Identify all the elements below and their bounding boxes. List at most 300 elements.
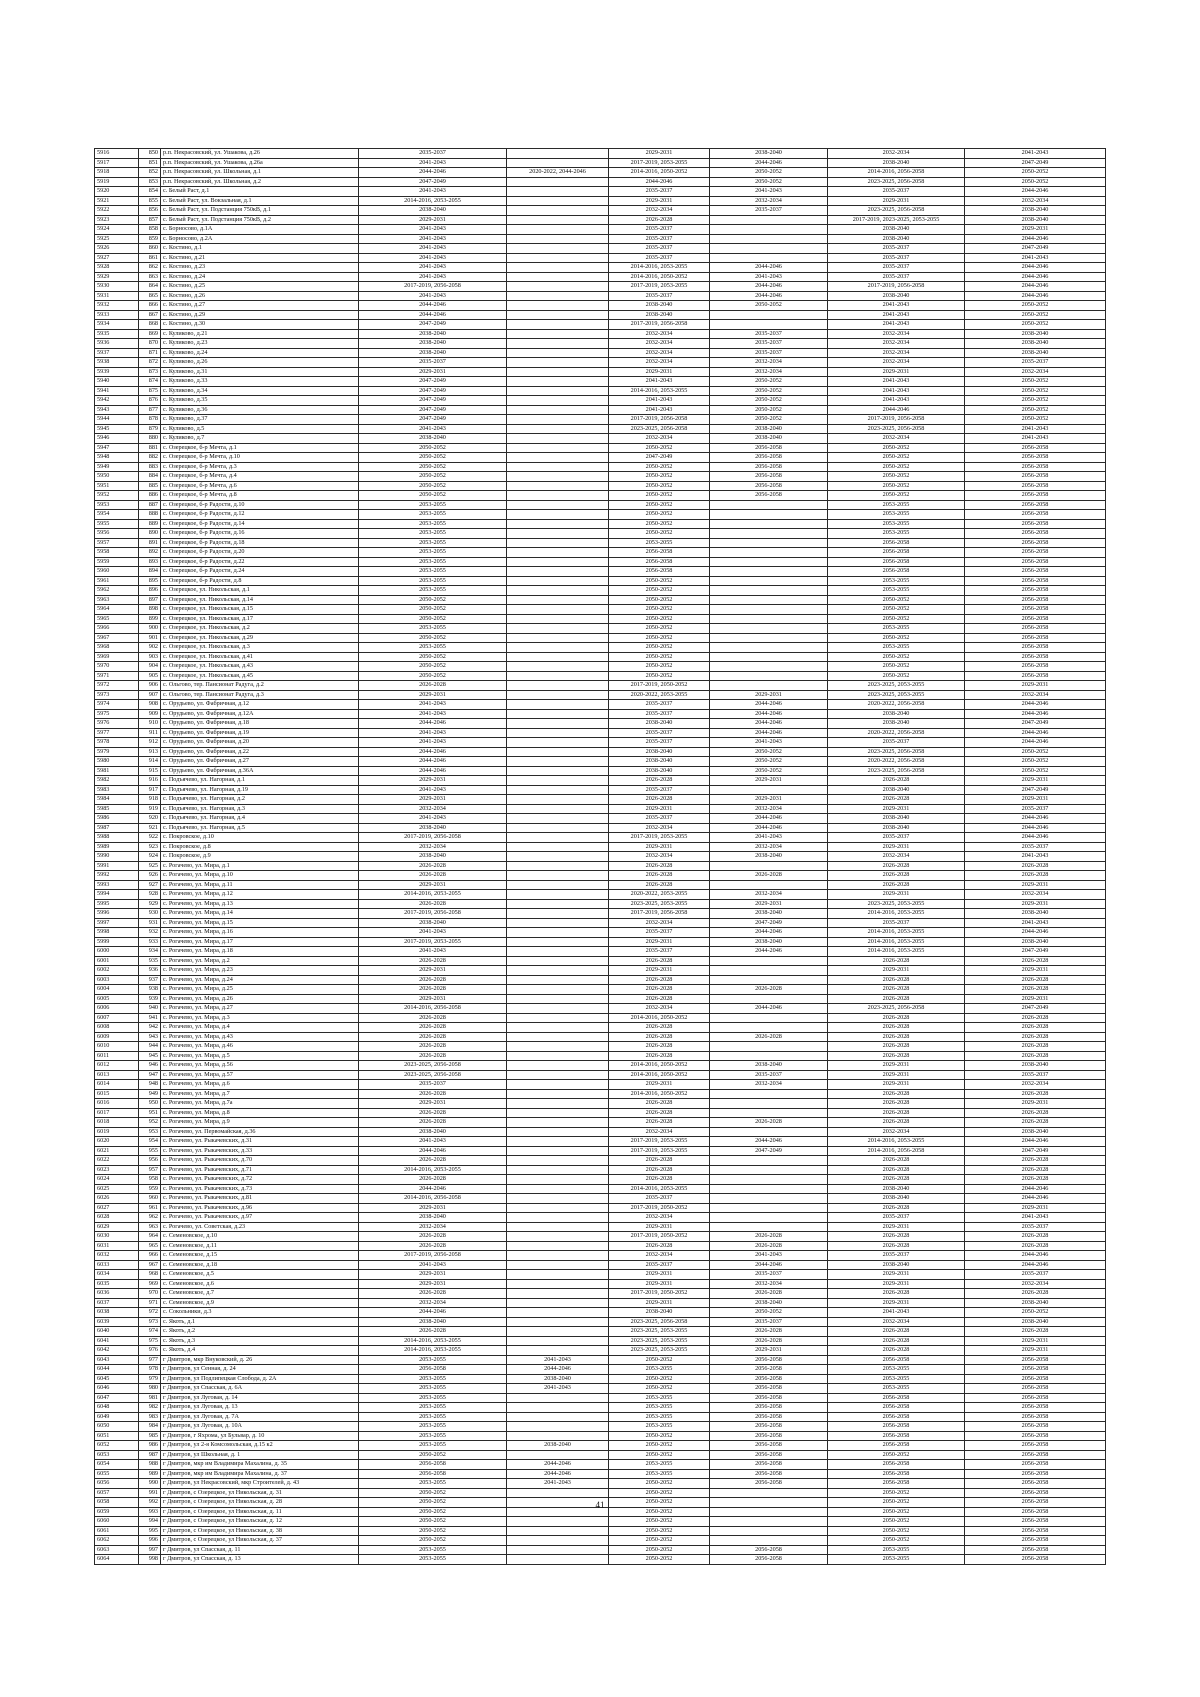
period-cell: 2029-2031 xyxy=(609,1298,710,1308)
period-cell: 2029-2031 xyxy=(965,776,1106,786)
address-cell: с. Озерецкое, б-р Радости, д.22 xyxy=(161,557,359,567)
item-index: 858 xyxy=(139,225,161,235)
row-number: 5984 xyxy=(95,795,139,805)
period-cell: 2047-2049 xyxy=(359,320,507,330)
address-cell: с. Рогачево, ул. Мира, д.46 xyxy=(161,1042,359,1052)
period-cell: 2017-2019, 2056-2058 xyxy=(359,1251,507,1261)
row-number: 5916 xyxy=(95,149,139,159)
period-cell: 2026-2028 xyxy=(359,1232,507,1242)
table-row xyxy=(95,833,1106,843)
period-cell: 2041-2043 xyxy=(710,187,828,197)
table-row xyxy=(95,358,1106,368)
period-cell: 2044-2046 xyxy=(965,833,1106,843)
period-cell xyxy=(507,576,609,586)
period-cell: 2026-2028 xyxy=(359,985,507,995)
item-index: 983 xyxy=(139,1412,161,1422)
address-cell: с. Озерецкое, б-р Мечта, д.3 xyxy=(161,462,359,472)
table-row xyxy=(95,291,1106,301)
period-cell: 2026-2028 xyxy=(710,1232,828,1242)
period-cell: 2044-2046 xyxy=(965,1251,1106,1261)
period-cell: 2056-2058 xyxy=(359,1365,507,1375)
address-cell: с. Озерецкое, ул. Никольская, д.41 xyxy=(161,652,359,662)
period-cell: 2023-2025, 2056-2058 xyxy=(828,766,965,776)
period-cell: 2032-2034 xyxy=(710,842,828,852)
period-cell: 2023-2025, 2056-2058 xyxy=(609,1317,710,1327)
period-cell: 2047-2049 xyxy=(710,918,828,928)
period-cell: 2041-2043 xyxy=(965,918,1106,928)
row-number: 6063 xyxy=(95,1545,139,1555)
period-cell: 2014-2016, 2050-2052 xyxy=(609,168,710,178)
period-cell: 2056-2058 xyxy=(965,1555,1106,1565)
period-cell: 2026-2028 xyxy=(828,1051,965,1061)
period-cell: 2044-2046 xyxy=(965,234,1106,244)
period-cell: 2032-2034 xyxy=(609,329,710,339)
period-cell: 2056-2058 xyxy=(965,1422,1106,1432)
period-cell: 2044-2046 xyxy=(507,1460,609,1470)
period-cell: 2056-2058 xyxy=(710,1545,828,1555)
period-cell: 2041-2043 xyxy=(359,244,507,254)
period-cell: 2035-2037 xyxy=(609,187,710,197)
row-number: 6046 xyxy=(95,1384,139,1394)
period-cell: 2050-2052 xyxy=(609,443,710,453)
item-index: 899 xyxy=(139,614,161,624)
period-cell: 2056-2058 xyxy=(710,1469,828,1479)
item-index: 850 xyxy=(139,149,161,159)
period-cell: 2026-2028 xyxy=(828,1032,965,1042)
period-cell: 2023-2025, 2053-2055 xyxy=(609,1346,710,1356)
period-cell: 2038-2040 xyxy=(965,909,1106,919)
item-index: 893 xyxy=(139,557,161,567)
period-cell: 2014-2016, 2053-2055 xyxy=(359,1336,507,1346)
period-cell: 2038-2040 xyxy=(609,747,710,757)
address-cell: г Дмитров, с Озерецкое, ул Никольская, д. 38 xyxy=(161,1526,359,1536)
item-index: 929 xyxy=(139,899,161,909)
period-cell xyxy=(710,567,828,577)
table-row xyxy=(95,462,1106,472)
row-number: 5963 xyxy=(95,595,139,605)
address-cell: с. Костино, д.1 xyxy=(161,244,359,254)
period-cell xyxy=(710,652,828,662)
period-cell: 2056-2058 xyxy=(828,557,965,567)
period-cell: 2050-2052 xyxy=(359,652,507,662)
period-cell: 2053-2055 xyxy=(359,1545,507,1555)
row-number: 5988 xyxy=(95,833,139,843)
table-row xyxy=(95,1080,1106,1090)
period-cell: 2032-2034 xyxy=(609,206,710,216)
period-cell xyxy=(710,1108,828,1118)
period-cell xyxy=(507,291,609,301)
period-cell: 2029-2031 xyxy=(359,690,507,700)
item-index: 864 xyxy=(139,282,161,292)
period-cell xyxy=(507,1317,609,1327)
table-row xyxy=(95,1032,1106,1042)
address-cell: с. Озерецкое, б-р Радости, д.10 xyxy=(161,500,359,510)
row-number: 6042 xyxy=(95,1346,139,1356)
period-cell: 2026-2028 xyxy=(609,956,710,966)
period-cell: 2056-2058 xyxy=(965,595,1106,605)
address-cell: с. Озерецкое, ул. Никольская, д.2 xyxy=(161,624,359,634)
address-cell: с. Рогачево, ул. Советская, д.23 xyxy=(161,1222,359,1232)
period-cell: 2047-2049 xyxy=(359,377,507,387)
period-cell: 2023-2025, 2053-2055 xyxy=(828,681,965,691)
address-cell: с. Борносово, д.2А xyxy=(161,234,359,244)
row-number: 5977 xyxy=(95,728,139,738)
period-cell: 2032-2034 xyxy=(359,804,507,814)
period-cell: 2029-2031 xyxy=(710,795,828,805)
period-cell: 2044-2046 xyxy=(710,282,828,292)
period-cell: 2035-2037 xyxy=(609,234,710,244)
period-cell: 2053-2055 xyxy=(359,624,507,634)
period-cell: 2017-2019, 2053-2055 xyxy=(609,158,710,168)
period-cell xyxy=(710,1488,828,1498)
address-cell: с. Орудьево, ул. Фабричная, д.19 xyxy=(161,728,359,738)
row-number: 6005 xyxy=(95,994,139,1004)
period-cell: 2050-2052 xyxy=(828,605,965,615)
table-row xyxy=(95,747,1106,757)
period-cell: 2026-2028 xyxy=(710,1241,828,1251)
row-number: 6032 xyxy=(95,1251,139,1261)
table-row xyxy=(95,671,1106,681)
period-cell: 2026-2028 xyxy=(609,1165,710,1175)
period-cell: 2026-2028 xyxy=(710,1327,828,1337)
period-cell: 2050-2052 xyxy=(828,1507,965,1517)
period-cell: 2035-2037 xyxy=(359,149,507,159)
period-cell xyxy=(710,1536,828,1546)
period-cell: 2050-2052 xyxy=(710,386,828,396)
table-row xyxy=(95,272,1106,282)
period-cell xyxy=(507,510,609,520)
table-row xyxy=(95,700,1106,710)
period-cell: 2044-2046 xyxy=(710,928,828,938)
period-cell xyxy=(710,681,828,691)
period-cell xyxy=(507,624,609,634)
period-cell: 2056-2058 xyxy=(965,1507,1106,1517)
row-number: 6029 xyxy=(95,1222,139,1232)
table-row xyxy=(95,158,1106,168)
table-row xyxy=(95,1061,1106,1071)
table-row xyxy=(95,1213,1106,1223)
item-index: 930 xyxy=(139,909,161,919)
address-cell: с. Рогачево, ул. Рыкачевских, д.81 xyxy=(161,1194,359,1204)
period-cell xyxy=(710,1517,828,1527)
period-cell: 2056-2058 xyxy=(965,1374,1106,1384)
period-cell: 2029-2031 xyxy=(828,1061,965,1071)
period-cell xyxy=(507,538,609,548)
address-cell: г Дмитров, ул Луговая, д. 7А xyxy=(161,1412,359,1422)
period-cell: 2023-2025, 2056-2058 xyxy=(828,747,965,757)
period-cell: 2044-2046 xyxy=(507,1365,609,1375)
period-cell xyxy=(507,548,609,558)
period-cell xyxy=(507,320,609,330)
address-cell: с. Костино, д.29 xyxy=(161,310,359,320)
address-cell: г Дмитров, ул Спасская, д. 6А xyxy=(161,1384,359,1394)
period-cell xyxy=(507,158,609,168)
period-cell: 2050-2052 xyxy=(828,1450,965,1460)
table-row xyxy=(95,994,1106,1004)
period-cell: 2050-2052 xyxy=(609,605,710,615)
period-cell: 2017-2019, 2056-2058 xyxy=(828,415,965,425)
period-cell: 2026-2028 xyxy=(359,1327,507,1337)
table-row xyxy=(95,1051,1106,1061)
table-row xyxy=(95,662,1106,672)
period-cell: 2056-2058 xyxy=(965,519,1106,529)
period-cell xyxy=(507,472,609,482)
item-index: 854 xyxy=(139,187,161,197)
address-cell: с. Подъячево, ул. Нагорная, д.4 xyxy=(161,814,359,824)
period-cell: 2056-2058 xyxy=(965,1450,1106,1460)
period-cell: 2044-2046 xyxy=(609,177,710,187)
period-cell: 2014-2016, 2050-2052 xyxy=(609,1013,710,1023)
period-cell: 2023-2025, 2053-2055 xyxy=(828,899,965,909)
period-cell: 2050-2052 xyxy=(965,747,1106,757)
item-index: 978 xyxy=(139,1365,161,1375)
period-cell: 2029-2031 xyxy=(965,795,1106,805)
row-number: 5961 xyxy=(95,576,139,586)
period-cell: 2050-2052 xyxy=(965,1308,1106,1318)
address-cell: с. Рогачево, ул. Мира, д.24 xyxy=(161,975,359,985)
table-row xyxy=(95,1108,1106,1118)
table-row xyxy=(95,1469,1106,1479)
period-cell xyxy=(507,187,609,197)
period-cell: 2014-2016, 2056-2058 xyxy=(828,1146,965,1156)
row-number: 5968 xyxy=(95,643,139,653)
period-cell: 2026-2028 xyxy=(609,795,710,805)
table-row xyxy=(95,557,1106,567)
period-cell xyxy=(507,225,609,235)
period-cell xyxy=(710,1194,828,1204)
table-row xyxy=(95,253,1106,263)
address-cell: с. Рогачево, ул. Мира, д.8 xyxy=(161,1108,359,1118)
period-cell: 2035-2037 xyxy=(710,206,828,216)
table-row xyxy=(95,586,1106,596)
item-index: 903 xyxy=(139,652,161,662)
period-cell: 2044-2046 xyxy=(965,1184,1106,1194)
period-cell: 2050-2052 xyxy=(359,614,507,624)
period-cell: 2035-2037 xyxy=(609,814,710,824)
table-row xyxy=(95,1545,1106,1555)
address-cell: с. Куликово, д.5 xyxy=(161,424,359,434)
item-index: 984 xyxy=(139,1422,161,1432)
period-cell: 2050-2052 xyxy=(609,1507,710,1517)
period-cell: 2053-2055 xyxy=(609,1460,710,1470)
period-cell: 2029-2031 xyxy=(710,776,828,786)
period-cell xyxy=(507,1403,609,1413)
table-row xyxy=(95,861,1106,871)
table-row xyxy=(95,377,1106,387)
period-cell: 2050-2052 xyxy=(609,576,710,586)
row-number: 5985 xyxy=(95,804,139,814)
period-cell: 2035-2037 xyxy=(359,1080,507,1090)
table-row xyxy=(95,766,1106,776)
period-cell: 2035-2037 xyxy=(609,738,710,748)
period-cell: 2029-2031 xyxy=(965,899,1106,909)
period-cell: 2056-2058 xyxy=(828,548,965,558)
period-cell: 2053-2055 xyxy=(609,1365,710,1375)
period-cell: 2056-2058 xyxy=(828,1403,965,1413)
row-number: 6017 xyxy=(95,1108,139,1118)
table-row xyxy=(95,947,1106,957)
table-row xyxy=(95,1308,1106,1318)
period-cell xyxy=(507,1146,609,1156)
row-number: 6006 xyxy=(95,1004,139,1014)
period-cell: 2056-2058 xyxy=(965,605,1106,615)
period-cell: 2050-2052 xyxy=(359,481,507,491)
address-cell: с. Рогачево, ул. Рыкачевских, д.71 xyxy=(161,1165,359,1175)
period-cell: 2041-2043 xyxy=(710,738,828,748)
period-cell: 2032-2034 xyxy=(359,1222,507,1232)
period-cell xyxy=(507,377,609,387)
period-cell: 2056-2058 xyxy=(965,491,1106,501)
period-cell: 2038-2040 xyxy=(507,1374,609,1384)
period-cell: 2014-2016, 2053-2055 xyxy=(828,947,965,957)
address-cell: с. Куликово, д.21 xyxy=(161,329,359,339)
period-cell xyxy=(710,510,828,520)
period-cell: 2041-2043 xyxy=(828,396,965,406)
address-cell: с. Подъячево, ул. Нагорная, д.1 xyxy=(161,776,359,786)
period-cell: 2056-2058 xyxy=(710,1393,828,1403)
item-index: 904 xyxy=(139,662,161,672)
row-number: 5975 xyxy=(95,709,139,719)
period-cell: 2056-2058 xyxy=(965,652,1106,662)
period-cell xyxy=(507,1222,609,1232)
period-cell: 2041-2043 xyxy=(710,833,828,843)
period-cell: 2029-2031 xyxy=(828,367,965,377)
period-cell xyxy=(710,1184,828,1194)
period-cell: 2035-2037 xyxy=(609,1194,710,1204)
address-cell: с. Костино, д.21 xyxy=(161,253,359,263)
period-cell: 2056-2058 xyxy=(710,491,828,501)
table-row xyxy=(95,719,1106,729)
period-cell: 2026-2028 xyxy=(359,975,507,985)
period-cell: 2053-2055 xyxy=(359,1431,507,1441)
item-index: 960 xyxy=(139,1194,161,1204)
period-cell xyxy=(507,424,609,434)
table-row xyxy=(95,481,1106,491)
period-cell xyxy=(710,614,828,624)
address-cell: с. Озерецкое, ул. Никольская, д.14 xyxy=(161,595,359,605)
period-cell: 2056-2058 xyxy=(828,1393,965,1403)
period-cell xyxy=(710,576,828,586)
item-index: 922 xyxy=(139,833,161,843)
period-cell: 2035-2037 xyxy=(359,358,507,368)
period-cell: 2044-2046 xyxy=(710,1004,828,1014)
item-index: 910 xyxy=(139,719,161,729)
period-cell: 2047-2049 xyxy=(965,158,1106,168)
period-cell: 2035-2037 xyxy=(828,263,965,273)
period-cell: 2029-2031 xyxy=(609,1080,710,1090)
row-number: 5951 xyxy=(95,481,139,491)
row-number: 5918 xyxy=(95,168,139,178)
row-number: 6008 xyxy=(95,1023,139,1033)
period-cell: 2038-2040 xyxy=(710,852,828,862)
period-cell: 2026-2028 xyxy=(710,1032,828,1042)
period-cell: 2053-2055 xyxy=(359,1441,507,1451)
period-cell: 2026-2028 xyxy=(609,776,710,786)
period-cell: 2038-2040 xyxy=(710,434,828,444)
period-cell xyxy=(507,1051,609,1061)
item-index: 936 xyxy=(139,966,161,976)
period-cell: 2029-2031 xyxy=(710,1346,828,1356)
row-number: 6038 xyxy=(95,1308,139,1318)
item-index: 994 xyxy=(139,1517,161,1527)
table-row xyxy=(95,1431,1106,1441)
item-index: 974 xyxy=(139,1327,161,1337)
row-number: 5959 xyxy=(95,557,139,567)
period-cell: 2050-2052 xyxy=(965,177,1106,187)
period-cell: 2035-2037 xyxy=(609,291,710,301)
period-cell: 2026-2028 xyxy=(609,1108,710,1118)
period-cell: 2050-2052 xyxy=(609,510,710,520)
period-cell: 2029-2031 xyxy=(609,842,710,852)
item-index: 971 xyxy=(139,1298,161,1308)
table-row xyxy=(95,899,1106,909)
period-cell: 2056-2058 xyxy=(710,1412,828,1422)
address-cell: с. Озерецкое, б-р Мечта, д.4 xyxy=(161,472,359,482)
period-cell: 2050-2052 xyxy=(965,386,1106,396)
period-cell: 2026-2028 xyxy=(359,1032,507,1042)
period-cell xyxy=(507,1070,609,1080)
period-cell: 2026-2028 xyxy=(965,1118,1106,1128)
period-cell: 2038-2040 xyxy=(965,215,1106,225)
period-cell: 2053-2055 xyxy=(359,1393,507,1403)
period-cell: 2050-2052 xyxy=(828,595,965,605)
period-cell: 2053-2055 xyxy=(609,1403,710,1413)
period-cell: 2056-2058 xyxy=(828,538,965,548)
period-cell xyxy=(507,1308,609,1318)
period-cell: 2014-2016, 2056-2058 xyxy=(359,1004,507,1014)
item-index: 883 xyxy=(139,462,161,472)
address-cell: с. Семеновское, д.9 xyxy=(161,1298,359,1308)
period-cell xyxy=(507,1241,609,1251)
period-cell: 2017-2019, 2056-2058 xyxy=(359,282,507,292)
period-cell xyxy=(507,728,609,738)
table-row xyxy=(95,814,1106,824)
period-cell: 2041-2043 xyxy=(507,1355,609,1365)
row-number: 6036 xyxy=(95,1289,139,1299)
period-cell: 2026-2028 xyxy=(965,1175,1106,1185)
address-cell: с. Озерецкое, б-р Мечта, д.6 xyxy=(161,481,359,491)
period-cell: 2038-2040 xyxy=(710,424,828,434)
row-number: 5987 xyxy=(95,823,139,833)
item-index: 887 xyxy=(139,500,161,510)
row-number: 6057 xyxy=(95,1488,139,1498)
item-index: 921 xyxy=(139,823,161,833)
row-number: 5954 xyxy=(95,510,139,520)
period-cell: 2050-2052 xyxy=(609,1498,710,1508)
period-cell: 2056-2058 xyxy=(710,1365,828,1375)
item-index: 892 xyxy=(139,548,161,558)
period-cell xyxy=(507,842,609,852)
address-cell: с. Рогачево, ул. Мира, д.1 xyxy=(161,861,359,871)
period-cell: 2026-2028 xyxy=(828,1099,965,1109)
address-cell: с. Белый Раст, ул. Подстанция 750кВ, д.1 xyxy=(161,206,359,216)
period-cell xyxy=(710,1526,828,1536)
period-cell: 2041-2043 xyxy=(965,434,1106,444)
period-cell: 2017-2019, 2053-2055 xyxy=(359,937,507,947)
period-cell: 2044-2046 xyxy=(965,814,1106,824)
period-cell: 2050-2052 xyxy=(359,605,507,615)
table-row xyxy=(95,424,1106,434)
period-cell: 2041-2043 xyxy=(359,738,507,748)
period-cell: 2056-2058 xyxy=(609,567,710,577)
period-cell: 2026-2028 xyxy=(965,975,1106,985)
period-cell: 2026-2028 xyxy=(609,994,710,1004)
period-cell: 2026-2028 xyxy=(828,1089,965,1099)
period-cell: 2041-2043 xyxy=(359,785,507,795)
period-cell: 2050-2052 xyxy=(359,453,507,463)
item-index: 979 xyxy=(139,1374,161,1384)
period-cell: 2050-2052 xyxy=(965,320,1106,330)
